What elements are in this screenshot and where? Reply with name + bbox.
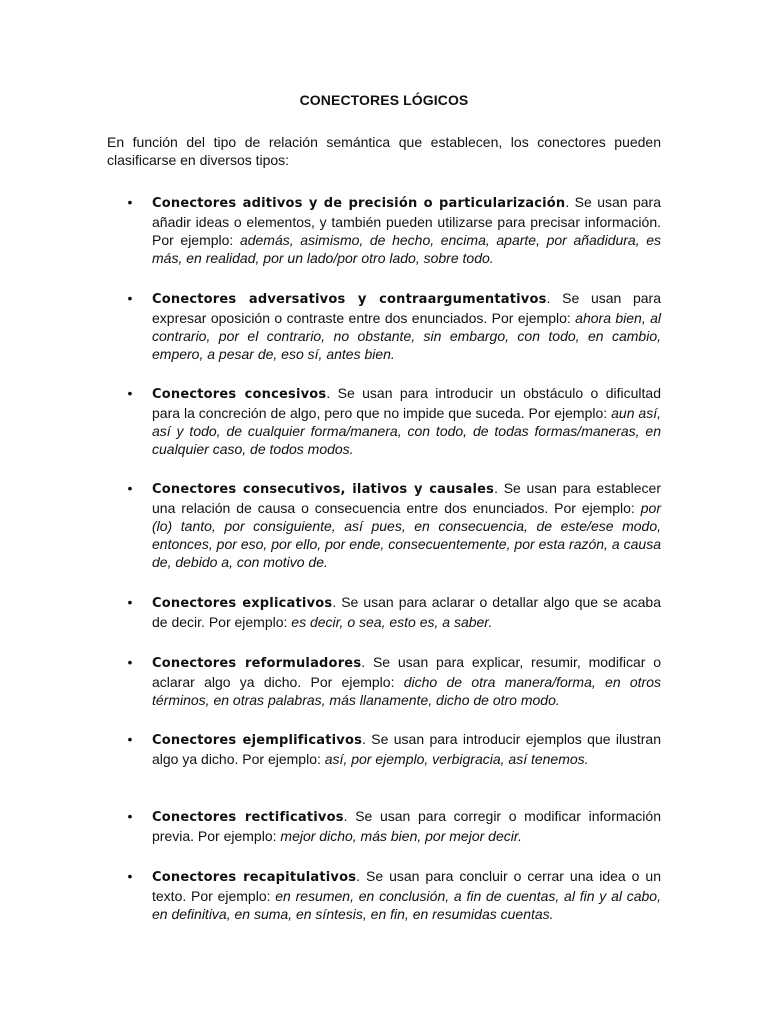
connector-term: Conectores aditivos y de precisión o particularización [152,196,566,211]
connector-description: . Se usan para expresar oposición o contraste entre dos enunciados. Por ejemplo: [152,290,662,326]
connector-description: . Se usan para añadir ideas o elementos, y también pueden utilizarse para precisar información. Por ejemplo: [152,194,662,248]
bullet-icon: • [127,594,133,610]
intro-paragraph: En función del tipo de relación semántica que establecen, los conectores pueden clasificarse en diversos tipos: [107,134,661,168]
connector-description: . Se usan para corregir o modificar información previa. Por ejemplo: [152,808,661,844]
connector-term: Conectores reformuladores [152,656,362,671]
connector-description: . Se usan para aclarar o detallar algo que se acaba de decir. Por ejemplo: [152,594,661,630]
bullet-icon: • [127,808,133,824]
connector-examples: en resumen, en conclusión, a fin de cuentas, al fin y al cabo, en definitiva, en suma, en síntesis, en fin, en resumidas cuentas. [152,888,661,922]
connector-term: Conectores rectificativos [152,810,344,825]
bullet-icon: • [127,194,133,210]
list-item [127,653,662,709]
connector-description: . Se usan para explicar, resumir, modificar o aclarar algo ya dicho. Por ejemplo: [152,654,661,690]
bullet-icon: • [127,868,133,884]
connector-term: Conectores recapitulativos [152,870,357,885]
connector-term: Conectores explicativos [152,596,333,611]
connector-examples: aun así, así y todo, de cualquier forma/manera, con todo, de todas formas/maneras, en cualquier caso, de todos modos. [152,405,661,457]
list-item [127,807,661,845]
connector-examples: ahora bien, al contrario, por el contrario, no obstante, sin embargo, con todo, en cambio, empero, a pesar de, eso sí, antes bien. [152,310,662,362]
list-item [127,384,661,458]
connector-description: . Se usan para concluir o cerrar una idea o un texto. Por ejemplo: [152,868,661,904]
list-item [127,479,662,571]
list-item [127,193,662,267]
connector-examples: por (lo) tanto, por consiguiente, así pues, en consecuencia, de este/ese modo, entonces, por eso, por ello, por ende, consecuentemente, por esta razón, a causa de, debido a, con motivo de. [152,500,661,570]
bullet-icon: • [127,731,133,747]
list-item [127,867,661,923]
connector-term: Conectores adversativos y contraargumentativos [152,292,547,307]
bullet-icon: • [127,480,133,496]
connector-description: . Se usan para establecer una relación de causa o consecuencia entre dos enunciados. Por ejemplo: [152,480,662,516]
list-item [127,289,662,363]
list-item [127,593,661,631]
bullet-icon: • [127,385,133,401]
bullet-icon: • [127,290,133,306]
connector-description: . Se usan para introducir ejemplos que ilustran algo ya dicho. Por ejemplo: [152,731,661,767]
connector-term: Conectores concesivos [152,387,327,402]
connector-examples: dicho de otra manera/forma, en otros términos, en otras palabras, más llanamente, dicho de otro modo. [152,674,662,708]
connector-examples: además, asimismo, de hecho, encima, aparte, por añadidura, es más, en realidad, por un lado/por otro lado, sobre todo. [152,232,662,266]
connector-term: Conectores consecutivos, ilativos y causales [152,482,495,497]
bullet-icon: • [127,654,133,670]
connector-examples: así, por ejemplo, verbigracia, así tenemos. [324,751,589,767]
connector-examples: es decir, o sea, esto es, a saber. [291,614,493,630]
connector-term: Conectores ejemplificativos [152,733,363,748]
list-item [127,730,661,768]
connector-examples: mejor dicho, más bien, por mejor decir. [280,828,522,844]
connector-description: . Se usan para introducir un obstáculo o dificultad para la concreción de algo, pero que no impide que suceda. Por ejemplo: [152,385,661,421]
document-title: CONECTORES LÓGICOS [299,92,469,108]
